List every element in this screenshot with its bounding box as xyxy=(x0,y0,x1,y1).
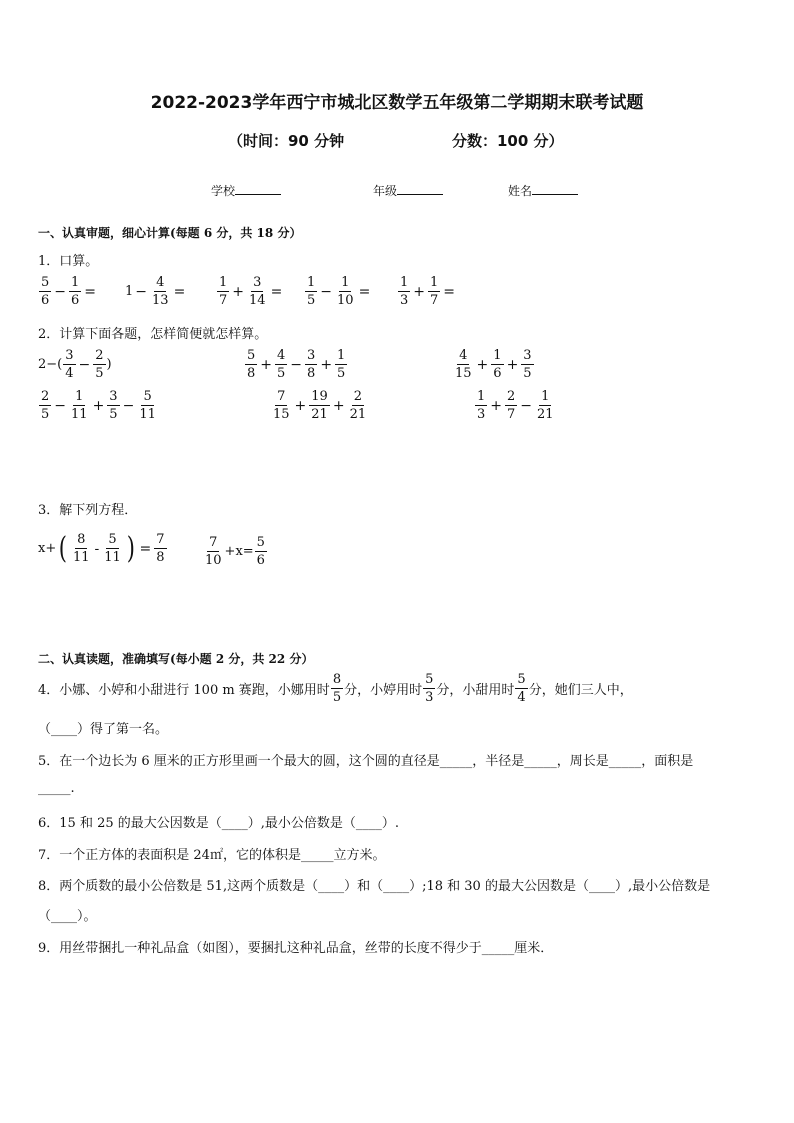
q4-line2: （____）得了第一名。 xyxy=(38,722,169,737)
q2-expr-f: $\frac{1}{3}$ + $\frac{2}{7}$ − $\frac{1}{21}$ xyxy=(477,389,554,422)
q2-label: 2．计算下面各题，怎样简便就怎样算。 xyxy=(38,327,268,342)
name-blank[interactable] xyxy=(532,182,578,195)
q9: 9．用丝带捆扎一种礼品盒（如图），要捆扎这种礼品盒，丝带的长度不得少于_____厘米． xyxy=(38,941,554,956)
name-label: 姓名 xyxy=(508,184,533,198)
q2-expr-b: $\frac{5}{8}$ + $\frac{4}{5}$ − $\frac{3}{8}$ + $\frac{1}{5}$ xyxy=(247,348,346,381)
q2-expr-a: 2 −( $\frac{3}{4}$ − $\frac{2}{5}$ ) xyxy=(38,348,112,381)
q2-expr-e: $\frac{7}{15}$ + $\frac{19}{21}$ + $\frac{2}{21}$ xyxy=(273,389,367,422)
q1-label: 1．口算。 xyxy=(38,254,99,269)
q3-label: 3．解下列方程． xyxy=(38,503,138,518)
q1-expr-1: $\frac{5}{6}$ − $\frac{1}{6}$ = xyxy=(41,275,97,308)
q4-line1: 4．小娜、小婷和小甜进行 100 m 赛跑，小娜用时 $\frac{8}{5}$ 分，小婷用时 $\frac{5}{3}$ 分，小甜用时 $\frac{5}{4}$ 分，她们三人中， xyxy=(38,672,633,705)
school-label: 学校 xyxy=(211,184,236,198)
q2-expr-c: $\frac{4}{15}$ + $\frac{1}{6}$ + $\frac{3}{5}$ xyxy=(455,348,532,381)
grade-label: 年级 xyxy=(373,184,398,198)
q1-expr-2: 1 − $\frac{4}{13}$ = xyxy=(125,275,186,308)
q1-expr-3: $\frac{1}{7}$ + $\frac{3}{14}$ = xyxy=(219,275,283,308)
q6: 6．15 和 25 的最大公因数是（____）,最小公倍数是（____）. xyxy=(38,816,400,831)
exam-time: （时间：90 分钟 xyxy=(228,132,345,150)
q3-equation-b: $\frac{7}{10}$ +x= $\frac{5}{6}$ xyxy=(205,535,265,568)
q8-line2: （____）。 xyxy=(38,909,97,924)
page-title: 2022-2023学年西宁市城北区数学五年级第二学期期末联考试题 xyxy=(150,93,644,113)
name-field[interactable] xyxy=(508,182,578,199)
exam-score: 分数：100 分） xyxy=(452,132,564,150)
q3-equation-a: x+ ( $\frac{8}{11}$ - $\frac{5}{11}$ ) = $\frac{7}{8}$ xyxy=(38,530,165,566)
section2-heading: 二、认真读题，准确填写(每小题 2 分，共 22 分） xyxy=(38,652,314,666)
section1-heading: 一、认真审题，细心计算(每题 6 分，共 18 分） xyxy=(38,226,302,240)
q1-expr-5: $\frac{1}{3}$ + $\frac{1}{7}$ = xyxy=(400,275,456,308)
grade-blank[interactable] xyxy=(397,182,443,195)
grade-field[interactable] xyxy=(373,182,443,199)
q5-line1: 5．在一个边长为 6 厘米的正方形里画一个最大的圆，这个圆的直径是_____，半径是_____，周长是_____，面积是 xyxy=(38,754,694,769)
q2-expr-d: $\frac{2}{5}$ − $\frac{1}{11}$ + $\frac{3}{5}$ − $\frac{5}{11}$ xyxy=(41,389,156,422)
q1-expr-4: $\frac{1}{5}$ − $\frac{1}{10}$ = xyxy=(307,275,371,308)
q8-line1: 8．两个质数的最小公倍数是 51,这两个质数是（____）和（____）;18 和 30 的最大公因数是（____）,最小公倍数是 xyxy=(38,879,711,894)
school-field[interactable] xyxy=(211,182,281,199)
school-blank[interactable] xyxy=(235,182,281,195)
q5-line2: _____. xyxy=(38,781,75,796)
q7: 7．一个正方体的表面积是 24㎡，它的体积是_____立方米。 xyxy=(38,848,386,863)
